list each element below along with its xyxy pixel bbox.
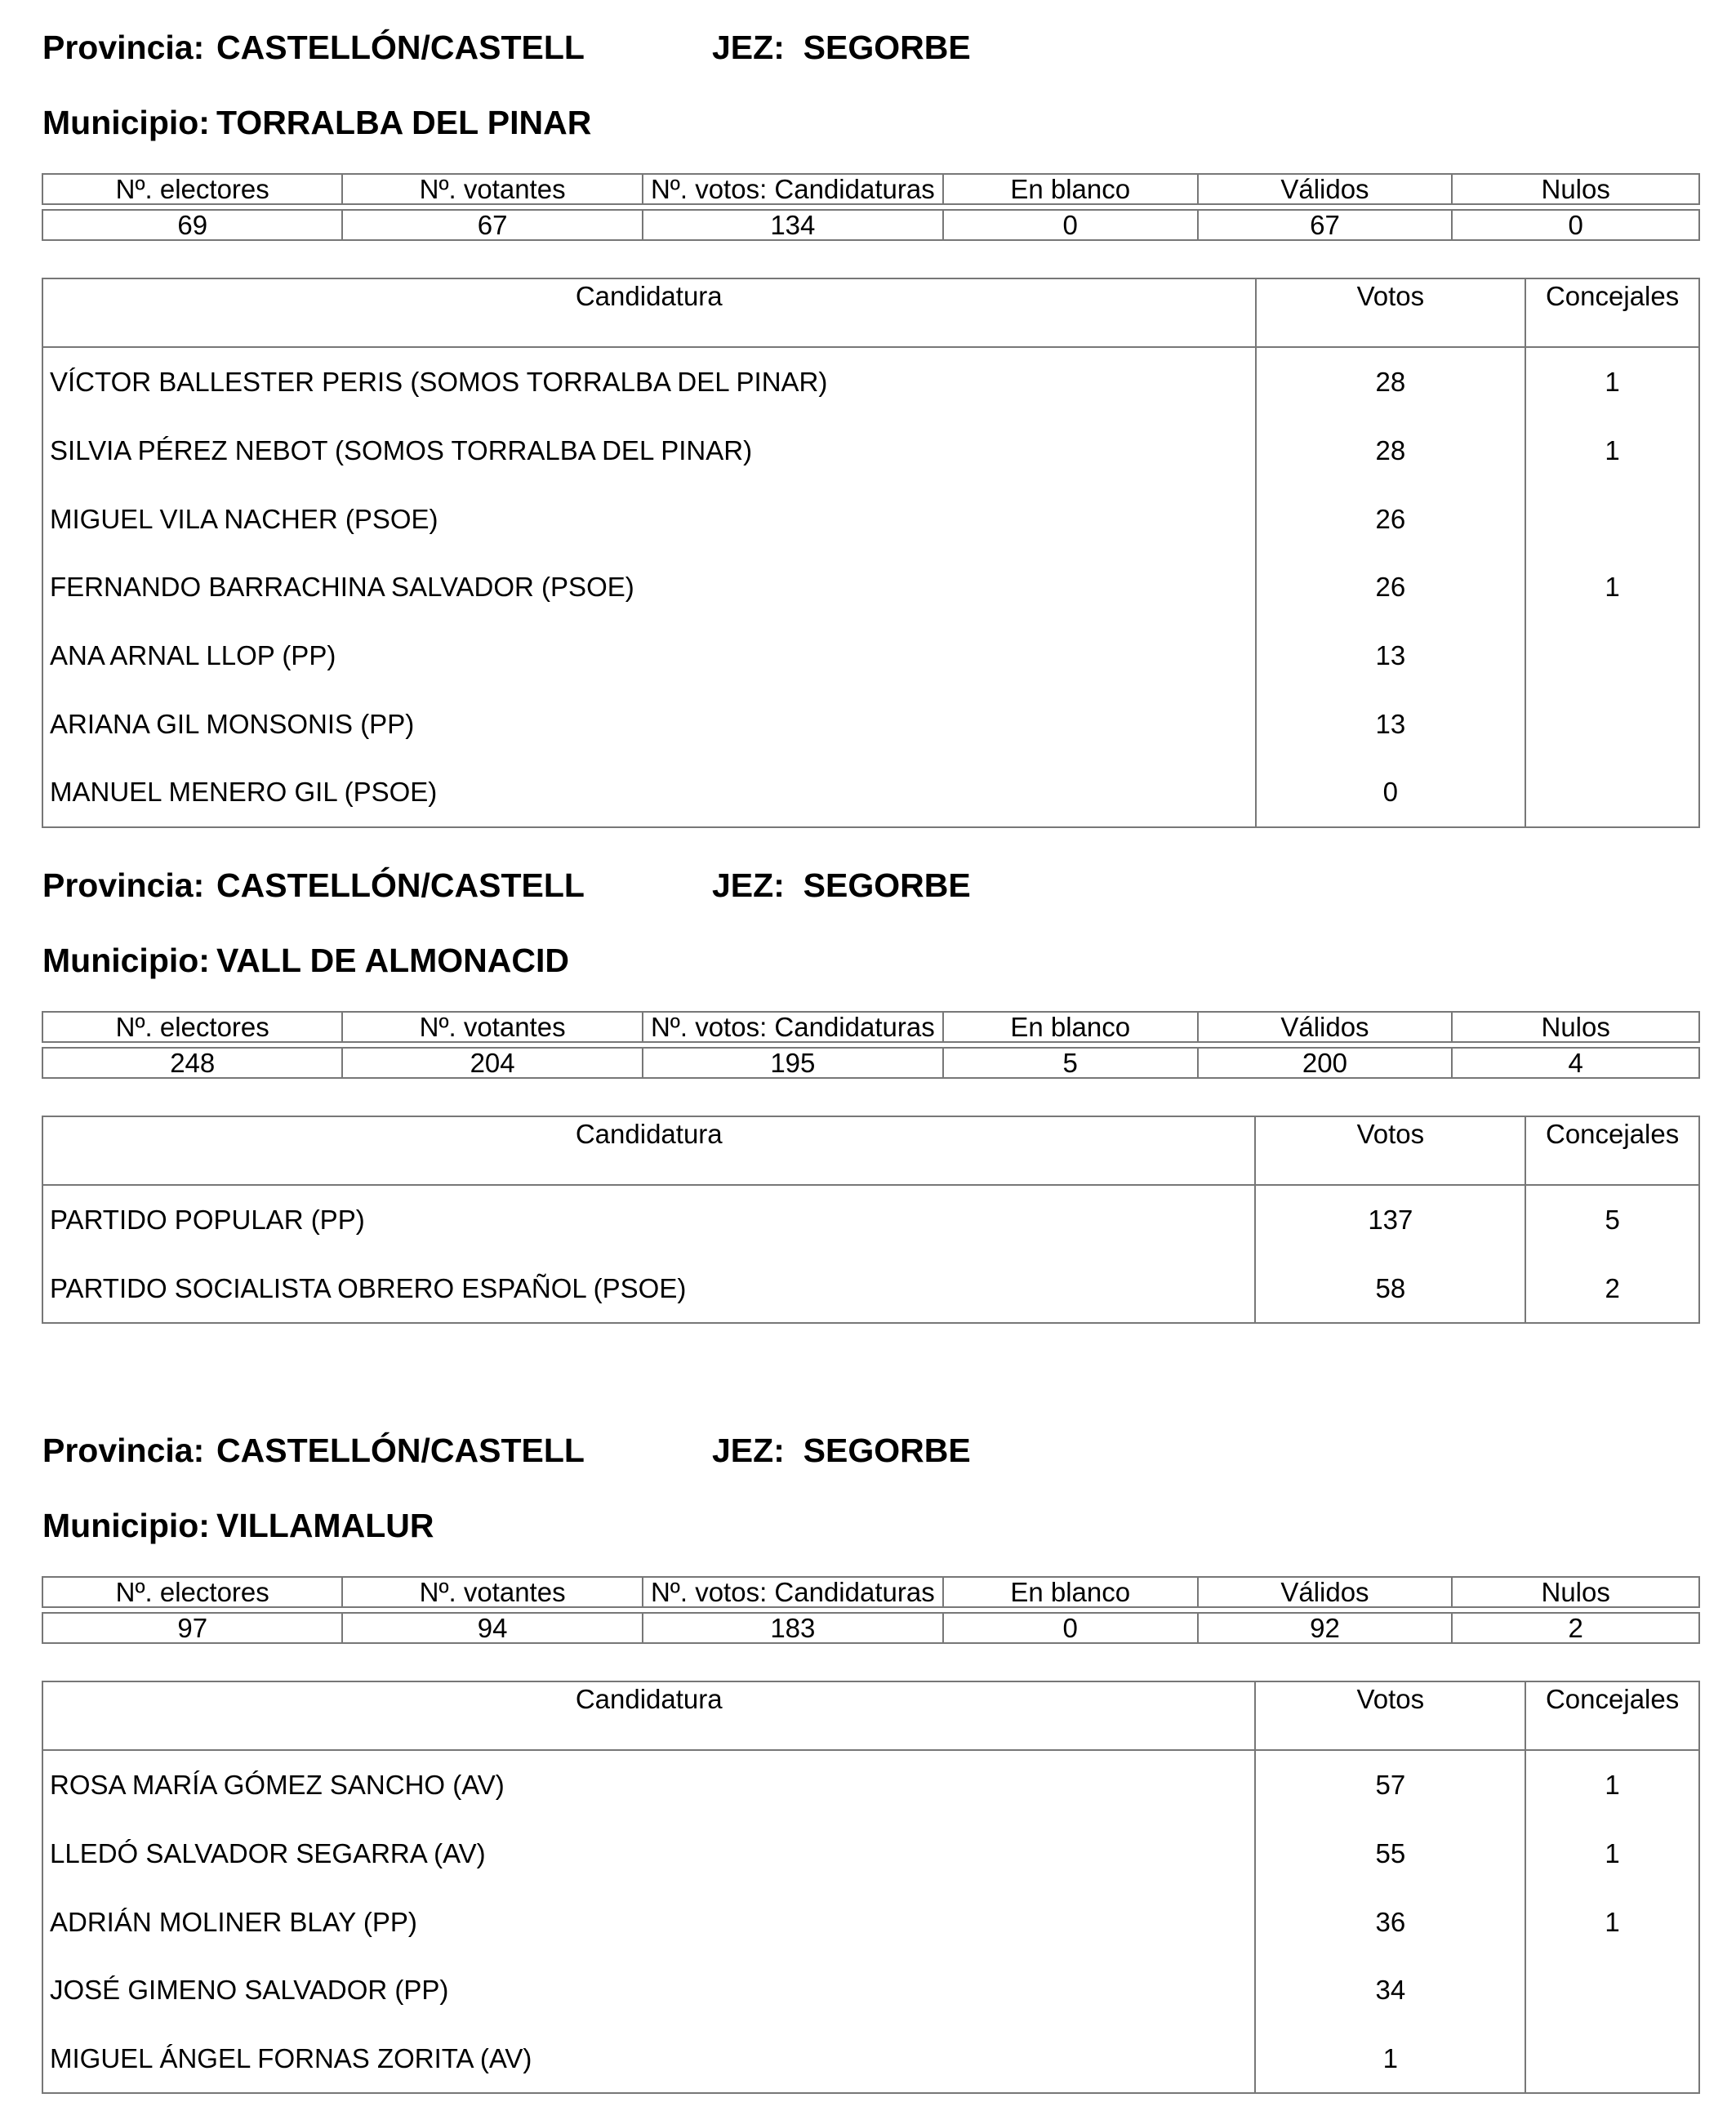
summary-value: 92 <box>1198 1613 1453 1643</box>
summary-header: Nº. electores <box>42 174 342 204</box>
summary-header: Válidos <box>1198 1577 1453 1607</box>
candidate-name: MIGUEL VILA NACHER (PSOE) <box>42 484 1256 553</box>
candidate-votos: 0 <box>1256 758 1526 827</box>
summary-value: 200 <box>1198 1048 1453 1078</box>
summary-header: Nulos <box>1452 174 1699 204</box>
candidate-votos: 26 <box>1256 553 1526 621</box>
candidatura-header: Candidatura <box>42 1116 1255 1185</box>
candidate-name: ADRIÁN MOLINER BLAY (PP) <box>42 1887 1255 1956</box>
provincia-value: CASTELLÓN/CASTELL <box>216 1432 585 1469</box>
candidate-votos: 34 <box>1255 1956 1525 2024</box>
jez-label: JEZ: SEGORBE <box>712 866 971 904</box>
table-row <box>42 416 1699 485</box>
summary-value: 204 <box>342 1048 642 1078</box>
candidate-name: FERNANDO BARRACHINA SALVADOR (PSOE) <box>42 553 1256 621</box>
jez-label: JEZ: SEGORBE <box>712 1432 971 1469</box>
municipio-label: Municipio: <box>42 942 210 979</box>
candidatura-table <box>42 278 1700 828</box>
summary-header: Nº. votos: Candidaturas <box>643 1012 943 1042</box>
summary-header: Nº. votos: Candidaturas <box>643 174 943 204</box>
summary-header: En blanco <box>943 1012 1198 1042</box>
candidate-concejales: 1 <box>1525 1819 1699 1888</box>
candidate-concejales <box>1525 1956 1699 2024</box>
candidate-votos: 13 <box>1256 621 1526 690</box>
candidate-votos: 36 <box>1255 1887 1525 1956</box>
municipio-value: TORRALBA DEL PINAR <box>216 104 592 141</box>
candidate-concejales: 1 <box>1525 1750 1699 1819</box>
summary-value: 195 <box>643 1048 943 1078</box>
summary-value: 67 <box>1198 210 1453 240</box>
summary-value: 5 <box>943 1048 1198 1078</box>
provincia-value: CASTELLÓN/CASTELL <box>216 29 585 66</box>
candidate-votos: 1 <box>1255 2024 1525 2094</box>
candidatura-header: Concejales <box>1525 1116 1699 1185</box>
candidate-votos: 58 <box>1255 1254 1525 1324</box>
summary-header: Válidos <box>1198 1012 1453 1042</box>
candidate-concejales: 1 <box>1525 347 1699 416</box>
candidate-name: MANUEL MENERO GIL (PSOE) <box>42 758 1256 827</box>
candidatura-header: Candidatura <box>42 278 1256 347</box>
candidate-name: ARIANA GIL MONSONIS (PP) <box>42 689 1256 758</box>
summary-value: 4 <box>1452 1048 1699 1078</box>
summary-table <box>42 1011 1700 1079</box>
candidate-votos: 13 <box>1256 689 1526 758</box>
candidatura-header: Concejales <box>1525 278 1699 347</box>
table-row <box>42 758 1699 827</box>
candidate-concejales: 5 <box>1525 1185 1699 1254</box>
table-row <box>42 689 1699 758</box>
table-row <box>42 1750 1699 1819</box>
table-row <box>42 2024 1699 2094</box>
summary-value: 69 <box>42 210 342 240</box>
table-row <box>42 1254 1699 1324</box>
table-row <box>42 347 1699 416</box>
summary-value: 94 <box>342 1613 642 1643</box>
summary-header: Nº. votantes <box>342 1577 642 1607</box>
candidate-name: SILVIA PÉREZ NEBOT (SOMOS TORRALBA DEL PINAR) <box>42 416 1256 485</box>
summary-header: En blanco <box>943 1577 1198 1607</box>
candidate-concejales <box>1525 484 1699 553</box>
summary-header: Nº. votos: Candidaturas <box>643 1577 943 1607</box>
candidate-votos: 26 <box>1256 484 1526 553</box>
candidatura-table <box>42 1681 1700 2094</box>
summary-value: 2 <box>1452 1613 1699 1643</box>
provincia-label: Provincia: <box>42 29 205 66</box>
summary-value: 0 <box>1452 210 1699 240</box>
candidate-concejales: 1 <box>1525 416 1699 485</box>
summary-header: Válidos <box>1198 174 1453 204</box>
candidate-concejales <box>1525 2024 1699 2094</box>
candidate-concejales <box>1525 689 1699 758</box>
candidate-concejales: 1 <box>1525 1887 1699 1956</box>
table-row <box>42 484 1699 553</box>
summary-value: 134 <box>643 210 943 240</box>
table-row <box>42 1819 1699 1888</box>
summary-value: 183 <box>643 1613 943 1643</box>
candidate-concejales: 2 <box>1525 1254 1699 1324</box>
municipio-value: VALL DE ALMONACID <box>216 942 570 979</box>
table-row <box>42 1956 1699 2024</box>
provincia-value: CASTELLÓN/CASTELL <box>216 866 585 904</box>
summary-header: Nº. electores <box>42 1012 342 1042</box>
table-row <box>42 553 1699 621</box>
candidatura-table <box>42 1116 1700 1324</box>
candidate-concejales: 1 <box>1525 553 1699 621</box>
summary-value: 248 <box>42 1048 342 1078</box>
summary-header: Nº. electores <box>42 1577 342 1607</box>
candidate-name: PARTIDO SOCIALISTA OBRERO ESPAÑOL (PSOE) <box>42 1254 1255 1324</box>
municipio-value: VILLAMALUR <box>216 1507 434 1544</box>
candidate-concejales <box>1525 758 1699 827</box>
candidate-name: ANA ARNAL LLOP (PP) <box>42 621 1256 690</box>
candidate-concejales <box>1525 621 1699 690</box>
table-row <box>42 621 1699 690</box>
jez-value: SEGORBE <box>803 866 971 904</box>
candidate-name: JOSÉ GIMENO SALVADOR (PP) <box>42 1956 1255 2024</box>
municipio-label: Municipio: <box>42 1507 210 1544</box>
summary-header: En blanco <box>943 174 1198 204</box>
candidate-votos: 137 <box>1255 1185 1525 1254</box>
summary-header: Nº. votantes <box>342 1012 642 1042</box>
provincia-label: Provincia: <box>42 866 205 904</box>
candidate-name: ROSA MARÍA GÓMEZ SANCHO (AV) <box>42 1750 1255 1819</box>
summary-table <box>42 1576 1700 1644</box>
summary-value: 0 <box>943 1613 1198 1643</box>
candidate-name: VÍCTOR BALLESTER PERIS (SOMOS TORRALBA DEL PINAR) <box>42 347 1256 416</box>
candidatura-header: Candidatura <box>42 1681 1255 1750</box>
candidate-name: LLEDÓ SALVADOR SEGARRA (AV) <box>42 1819 1255 1888</box>
candidate-votos: 57 <box>1255 1750 1525 1819</box>
candidate-name: MIGUEL ÁNGEL FORNAS ZORITA (AV) <box>42 2024 1255 2094</box>
jez-value: SEGORBE <box>803 1432 971 1469</box>
candidatura-header: Votos <box>1255 1681 1525 1750</box>
candidatura-header: Concejales <box>1525 1681 1699 1750</box>
candidate-votos: 28 <box>1256 347 1526 416</box>
summary-header: Nº. votantes <box>342 174 642 204</box>
summary-value: 67 <box>342 210 642 240</box>
candidatura-header: Votos <box>1255 1116 1525 1185</box>
jez-value: SEGORBE <box>803 29 971 66</box>
jez-label: JEZ: SEGORBE <box>712 29 971 66</box>
summary-table <box>42 173 1700 241</box>
municipio-label: Municipio: <box>42 104 210 141</box>
summary-value: 0 <box>943 210 1198 240</box>
candidate-votos: 55 <box>1255 1819 1525 1888</box>
table-row <box>42 1185 1699 1254</box>
summary-header: Nulos <box>1452 1012 1699 1042</box>
candidate-votos: 28 <box>1256 416 1526 485</box>
candidatura-header: Votos <box>1256 278 1526 347</box>
summary-header: Nulos <box>1452 1577 1699 1607</box>
candidate-name: PARTIDO POPULAR (PP) <box>42 1185 1255 1254</box>
summary-value: 97 <box>42 1613 342 1643</box>
table-row <box>42 1887 1699 1956</box>
provincia-label: Provincia: <box>42 1432 205 1469</box>
